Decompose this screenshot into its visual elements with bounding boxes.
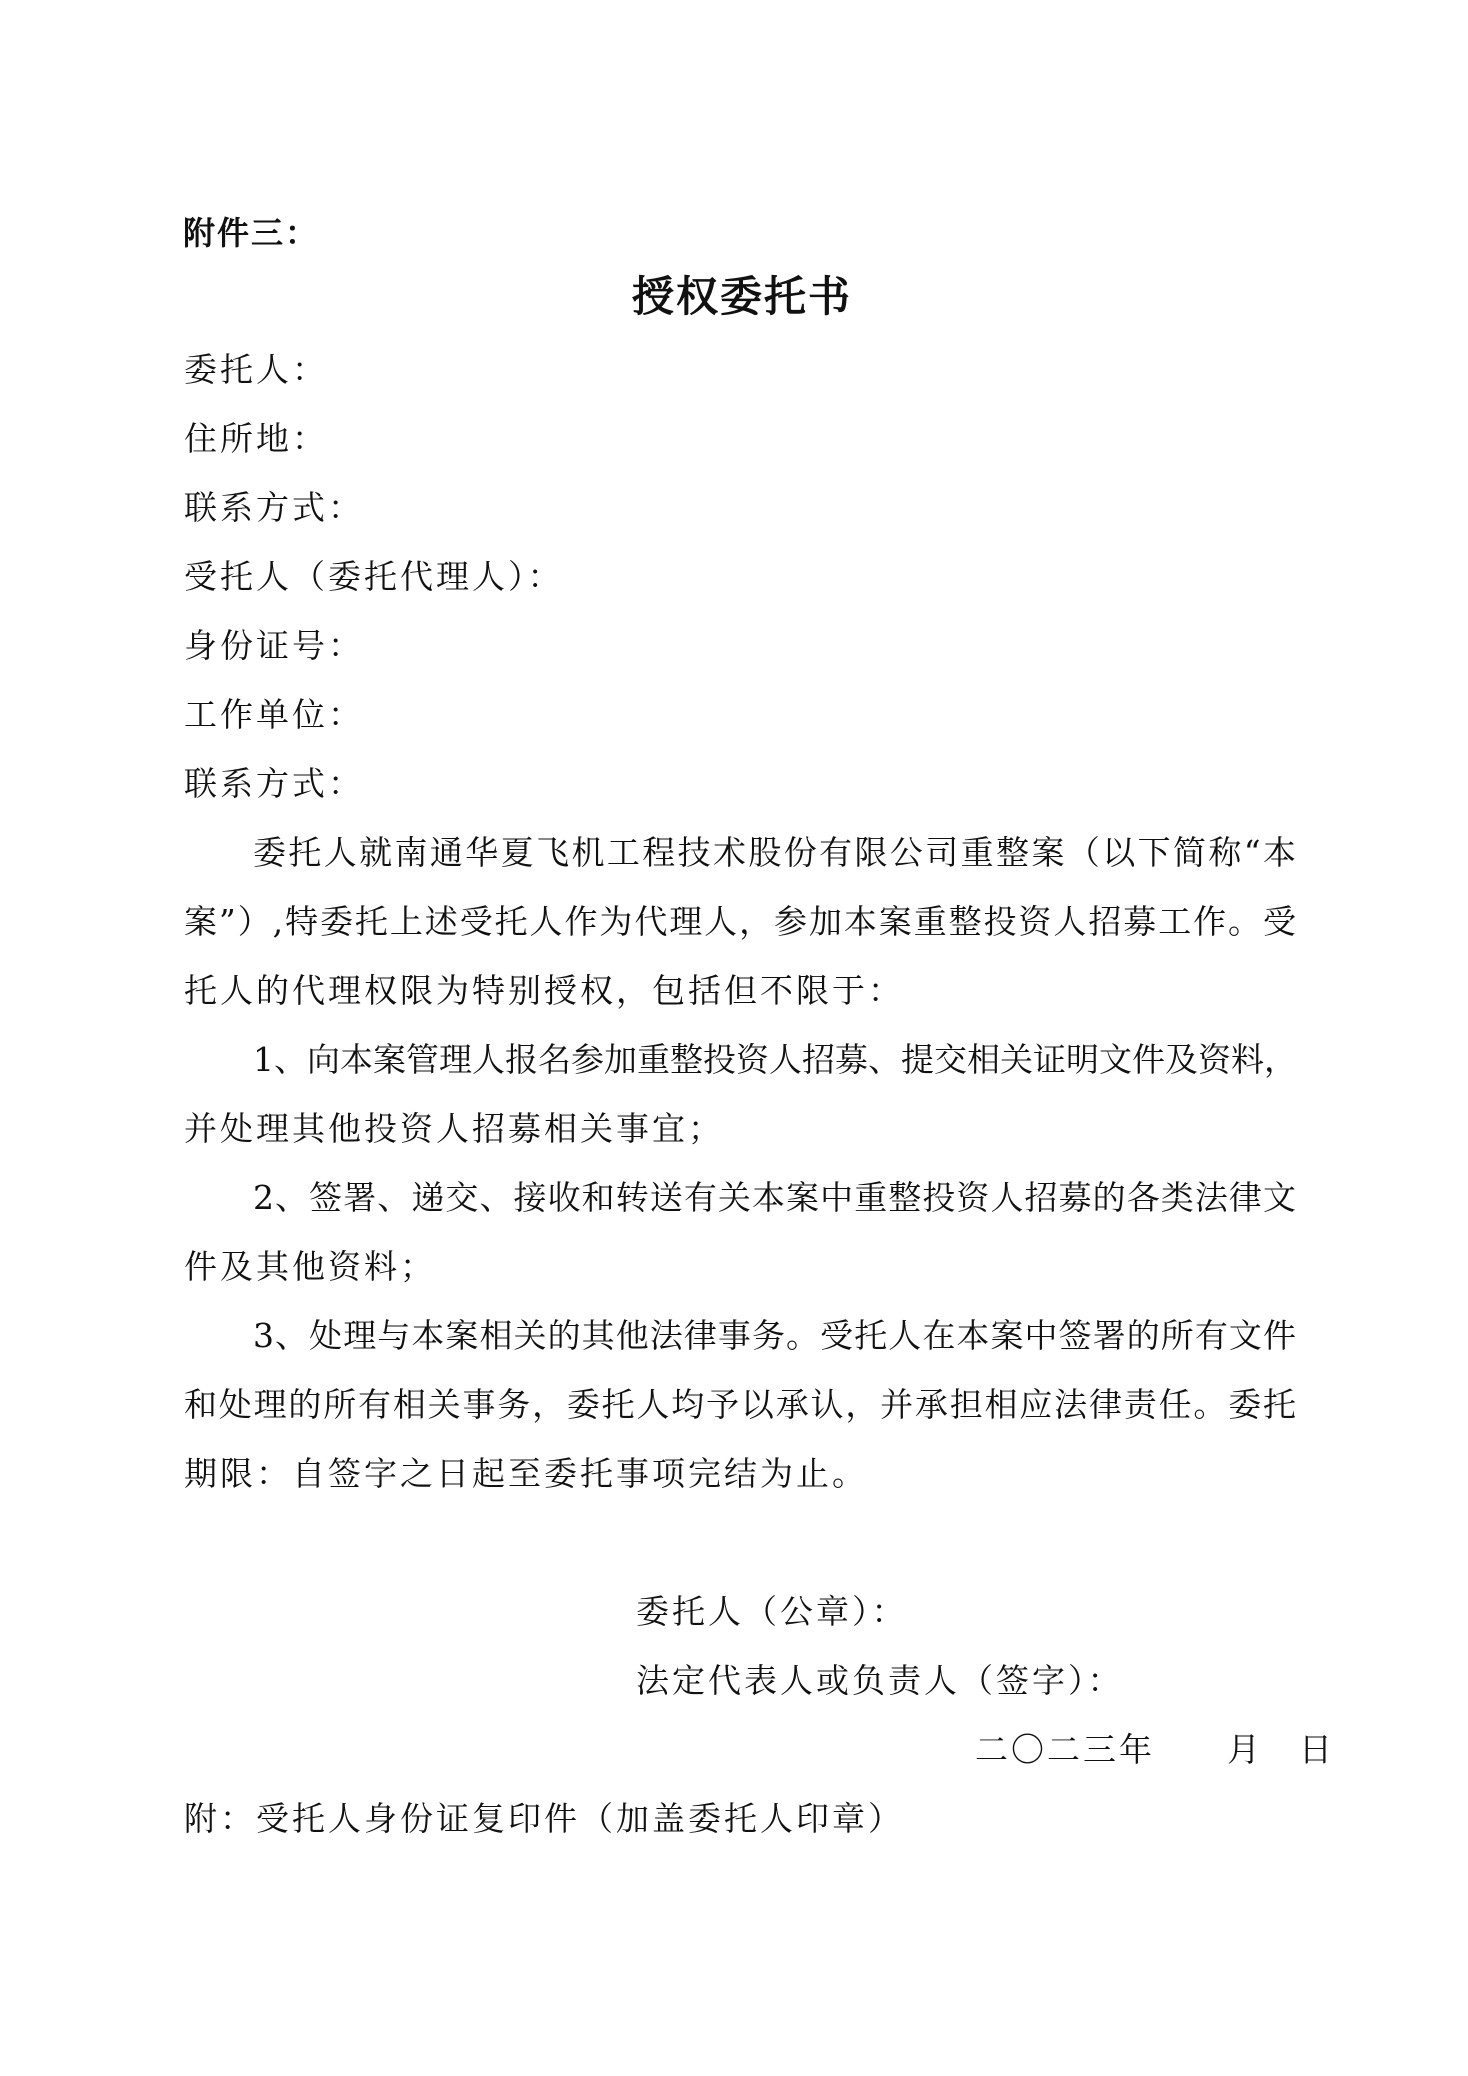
clause-2-line: 件及其他资料；	[184, 1247, 436, 1286]
clause-1-line: 1、向本案管理人报名参加重整投资人招募、提交相关证明文件及资料，	[253, 1040, 1297, 1079]
clause-3-line: 和处理的所有相关事务，委托人均予以承认，并承担相应法律责任。委托	[184, 1385, 1296, 1424]
attachment-label: 附件三：	[183, 214, 320, 252]
document-title: 授权委托书	[632, 272, 853, 321]
clause-1-line: 并处理其他投资人招募相关事宜；	[184, 1109, 724, 1148]
appendix-note: 附：受托人身份证复印件（加盖委托人印章）	[184, 1799, 904, 1838]
legal-rep-signature-line: 法定代表人或负责人（签字）：	[636, 1661, 1124, 1700]
body-paragraph-line: 案”）,特委托上述受托人作为代理人，参加本案重整投资人招募工作。受	[184, 902, 1296, 941]
field-principal-contact: 联系方式：	[184, 488, 364, 527]
body-paragraph-line: 托人的代理权限为特别授权，包括但不限于：	[184, 971, 904, 1010]
principal-seal-line: 委托人（公章）：	[636, 1592, 908, 1631]
field-id-number: 身份证号：	[184, 626, 364, 665]
field-employer: 工作单位：	[184, 695, 364, 734]
field-agent: 受托人（委托代理人）：	[184, 557, 564, 596]
date-line: 二〇二三年 月 日	[975, 1730, 1335, 1769]
field-address: 住所地：	[184, 419, 328, 458]
field-agent-contact: 联系方式：	[184, 764, 364, 803]
clause-2-line: 2、签署、递交、接收和转送有关本案中重整投资人招募的各类法律文	[253, 1178, 1296, 1217]
field-principal: 委托人：	[184, 350, 328, 389]
clause-3-line: 期限：自签字之日起至委托事项完结为止。	[184, 1454, 868, 1493]
body-paragraph-line: 委托人就南通华夏飞机工程技术股份有限公司重整案（以下简称“本	[253, 833, 1296, 872]
clause-3-line: 3、处理与本案相关的其他法律事务。受托人在本案中签署的所有文件	[253, 1316, 1296, 1355]
